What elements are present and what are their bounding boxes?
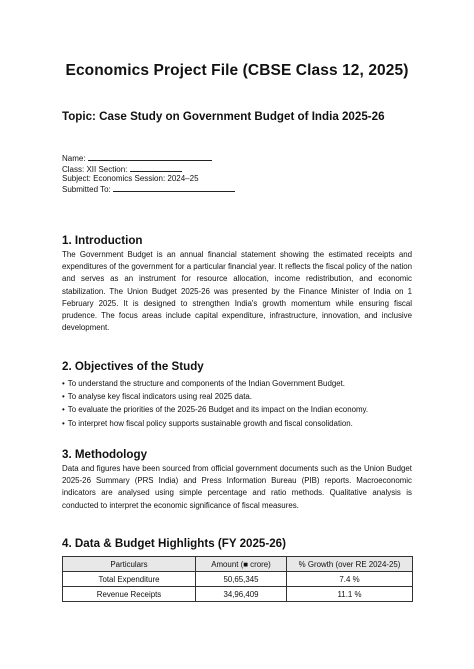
column-header: Amount (■ crore) (196, 557, 287, 572)
section-blank (130, 164, 182, 172)
methodology-heading: 3. Methodology (62, 448, 148, 461)
table-cell: Revenue Receipts (63, 587, 196, 602)
table-row (63, 572, 413, 587)
objective-item: • To evaluate the priorities of the 2025-26 Budget and its impact on the Indian economy. (62, 403, 422, 416)
student-details (62, 153, 235, 194)
name-line (62, 153, 235, 164)
submitted-blank (113, 184, 235, 192)
table-cell: 11.1 % (287, 587, 413, 602)
name-label: Name: (62, 154, 86, 163)
table-cell: 34,96,409 (196, 587, 287, 602)
methodology-text: Data and figures have been sourced from official government documents such as the Union Budget 2025-26 Summary (PRS India) and Press Information Bureau (PIB) reports. Macroeconomic indicators are analysed using simple percentage and ratio methods. Qualitative analysis is conducted to interpret the economic significance of fiscal measures. (62, 464, 412, 510)
subject-line: Subject: Economics Session: 2024–25 (62, 174, 199, 184)
topic-heading: Topic: Case Study on Government Budget of India 2025-26 (62, 110, 385, 123)
budget-table (62, 556, 413, 602)
column-header: Particulars (63, 557, 196, 572)
class-line (62, 164, 235, 175)
objectives-list (62, 377, 422, 430)
table-cell: 7.4 % (287, 572, 413, 587)
table-cell: 50,65,345 (196, 572, 287, 587)
introduction-heading: 1. Introduction (62, 234, 143, 247)
table-header-row (63, 557, 413, 572)
table-cell: Total Expenditure (63, 572, 196, 587)
class-label: Class: XII Section: (62, 164, 128, 174)
objective-item: • To understand the structure and components of the Indian Government Budget. (62, 377, 422, 390)
submitted-label: Submitted To: (62, 184, 111, 194)
introduction-text: The Government Budget is an annual financial statement showing the estimated receipts and expenditures of the government for a particular financial year. It reflects the fiscal policy of the nation and serves as an instrument for resource allocation, income redistribution, and economic stabilization. The Union Budget 2025-26 was presented by the Finance Minister of India on 1 February 2025. It is designed to strengthen India's growth momentum while ensuring fiscal prudence. The focus areas include capital expenditure, infrastructure, innovation, and inclusive development. (62, 250, 412, 333)
submitted-line (62, 184, 235, 195)
objective-item: • To analyse key fiscal indicators using real 2025 data. (62, 390, 422, 403)
data-highlights-heading: 4. Data & Budget Highlights (FY 2025-26) (62, 537, 286, 550)
document-title: Economics Project File (CBSE Class 12, 2025) (65, 62, 409, 79)
table-row (63, 587, 413, 602)
column-header: % Growth (over RE 2024-25) (287, 557, 413, 572)
name-blank (88, 153, 212, 161)
objectives-heading: 2. Objectives of the Study (62, 360, 204, 373)
objective-item: • To interpret how fiscal policy supports sustainable growth and fiscal consolidation. (62, 417, 422, 430)
